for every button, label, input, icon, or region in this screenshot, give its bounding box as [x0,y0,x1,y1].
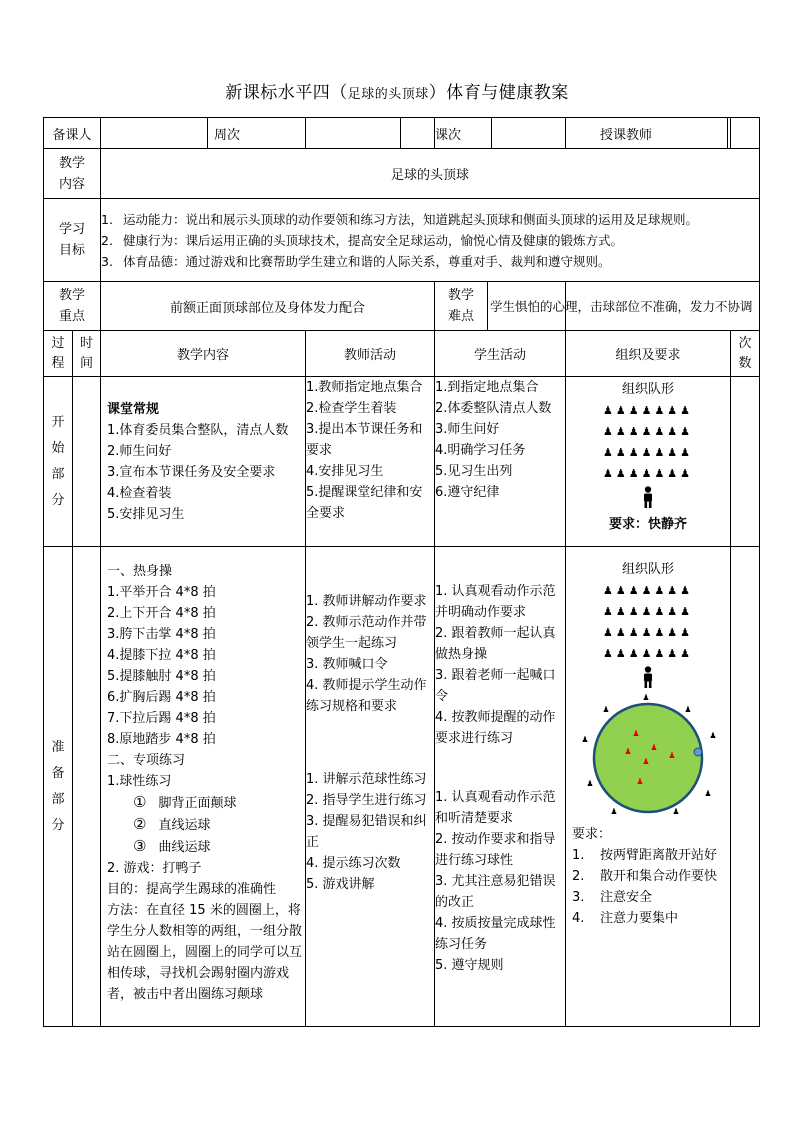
list-item: 4.明确学习任务 [435,443,526,458]
header-middle [101,118,306,149]
list-item: 1. 教师讲解动作要求 [306,594,427,609]
list-item: 4. 教师提示学生动作练习规格和要求 [306,678,427,714]
key-row [44,282,760,331]
list-item: ③ 曲线运球 [133,837,211,855]
content-row [44,149,760,199]
svg-text:♟: ♟ [684,705,692,714]
col-content: 教学内容 [101,331,306,377]
key-label: 教学重点 [44,282,101,331]
svg-text:♟: ♟ [642,693,650,702]
list-item: 5.提膝触肘 4*8 拍 [107,669,216,684]
formation-row: ♟♟♟♟♟♟♟ [603,626,694,639]
list-item: 1.平举开合 4*8 拍 [107,585,216,600]
prep-teacher-value [101,118,208,148]
list-item: 4. 提示练习次数 [306,856,401,871]
formation-row: ♟♟♟♟♟♟♟ [603,446,694,459]
goals-row [44,199,760,282]
col-process: 过程 [44,331,73,377]
list-item: 5. 遵守规则 [435,958,504,973]
teacher-label: 授课教师 [600,118,728,148]
list-item: 4. 按质按量完成球性练习任务 [435,916,556,952]
prep-requirements [566,824,730,929]
goals-list [101,199,760,282]
prep-student [435,547,566,1027]
list-item: 1. 认真观看动作示范并明确动作要求 [435,584,556,620]
svg-text:♟: ♟ [581,735,589,744]
prep-phase: 准备部分 [44,547,73,1027]
start-content [101,377,306,547]
col-time: 时间 [73,331,101,377]
svg-text:♟: ♟ [610,807,618,816]
list-item: 5.见习生出列 [435,464,513,479]
diff-value: 学生惧怕的心理，击球部位不准确，发力不协调 [566,282,760,331]
list-item: 3. 尤其注意易犯错误的改正 [435,874,556,910]
list-item: 5.安排见习生 [107,506,185,522]
lesson-plan-table [43,117,760,1027]
req-item: 1. 按两臂距离散开站好 [572,848,718,863]
key-value: 前额正面顶球部位及身体发力配合 [101,282,435,331]
list-item: 4. 按教师提醒的动作要求进行练习 [435,710,556,746]
svg-text:♟: ♟ [672,807,680,816]
list-item: 2.师生问好 [107,443,172,459]
week-value [306,118,401,148]
game-goal: 目的：提高学生踢球的准确性 [107,882,277,897]
ball-title: 1.球性练习 [107,774,172,789]
org-title: 组织队形 [622,382,675,397]
lesson-value [492,118,565,148]
list-item: 2.检查学生着装 [306,401,397,416]
game-method: 方法：在直径 15 米的圆圈上，将学生分人数相等的两组，一组分散站在圆圈上，圆圈上的同学可以互相传球，寻找机会踢射圈内游戏者，被击中者出圈练习颠球 [107,903,303,1002]
header-row [44,118,760,149]
list-item: 3. 教师喊口令 [306,657,388,672]
list-item: 1. 讲解示范球性练习 [306,772,427,787]
list-item: 3.提出本节课任务和要求 [306,422,423,458]
page-title: 新课标水平四（足球的头顶球）体育与健康教案 [225,83,569,103]
svg-text:♟: ♟ [642,757,650,766]
formation-row: ♟♟♟♟♟♟♟ [603,425,694,438]
start-org [566,377,731,547]
start-time [73,377,101,547]
teacher-figure-icon [566,484,730,510]
req-item: 4. 注意力要集中 [572,911,679,926]
list-item: 1. 认真观看动作示范和听清楚要求 [435,790,556,826]
formation-row: ♟♟♟♟♟♟♟ [603,404,694,417]
list-item: 6.扩胸后踢 4*8 拍 [107,690,216,705]
list-item: 3. 提醒易犯错误和纠正 [306,814,427,850]
list-item: 3.师生问好 [435,422,500,437]
start-count [731,377,760,547]
list-item: 7.下拉后踢 4*8 拍 [107,711,216,726]
svg-text:♟: ♟ [632,729,640,738]
req-title: 要求： [572,827,612,842]
svg-text:♟: ♟ [624,747,632,756]
teacher-value [731,118,760,149]
start-teacher [306,377,435,547]
game-title: 2. 游戏：打鸭子 [107,861,202,876]
formation-row: ♟♟♟♟♟♟♟ [603,467,694,480]
start-phase: 开始部分 [44,377,73,547]
list-item: 6.遵守纪律 [435,485,500,500]
game-field-diagram [568,692,728,818]
list-item: ② 直线运球 [133,815,211,833]
svg-text:♟: ♟ [704,789,712,798]
col-org: 组织及要求 [566,331,731,377]
list-item: 1.教师指定地点集合 [306,380,423,395]
columns-row [44,331,760,377]
goals-label: 学习目标 [44,199,101,282]
header-teacher [566,118,731,149]
header-week-lesson [306,118,435,149]
list-item: 4.安排见习生 [306,464,384,479]
prep-time [73,547,101,1027]
formation-row: ♟♟♟♟♟♟♟ [603,647,694,660]
list-item: 3.胯下击掌 4*8 拍 [107,627,216,642]
formation-row: ♟♟♟♟♟♟♟ [603,605,694,618]
goal-item: 1. 运动能力：说出和展示头顶球的动作要领和练习方法，知道跳起头顶球和侧面头顶球的运用及足球规则。 [101,211,699,227]
list-item: 2. 指导学生进行练习 [306,793,427,808]
teacher-figure-icon [566,664,730,692]
svg-text:♟: ♟ [668,751,676,760]
list-item: 3.宣布本节课任务及安全要求 [107,464,276,480]
req-item: 3. 注意安全 [572,890,653,905]
list-item: 8.原地踏步 4*8 拍 [107,732,216,747]
header-lesson [435,118,566,149]
list-item: ① 脚背正面颠球 [133,793,237,811]
ball-icon [694,748,702,756]
lesson-label: 课次 [435,118,492,148]
warmup-title: 一、热身操 [107,564,173,579]
svg-text:♟: ♟ [650,743,658,752]
list-item: 5. 游戏讲解 [306,877,375,892]
list-item: 2.体委整队清点人数 [435,401,552,416]
svg-text:♟: ♟ [636,777,644,786]
formation-row: ♟♟♟♟♟♟♟ [603,584,694,597]
goal-item: 3. 体育品德：通过游戏和比赛帮助学生建立和谐的人际关系，尊重对手、裁判和遵守规则。 [101,253,611,269]
prep-teacher [306,547,435,1027]
list-item: 1.体育委员集合整队，清点人数 [107,422,289,438]
col-teacher: 教师活动 [306,331,435,377]
list-item: 4.提膝下拉 4*8 拍 [107,648,216,663]
week-label: 周次 [214,127,241,143]
list-item: 2.上下开合 4*8 拍 [107,606,216,621]
list-item: 1.到指定地点集合 [435,380,539,395]
prep-count [731,547,760,1027]
special-title: 二、专项练习 [107,753,186,768]
list-item: 3. 跟着老师一起喊口令 [435,668,556,704]
goal-item: 2. 健康行为：课后运用正确的头顶球技术，提高安全足球运动，愉悦心情及健康的锻炼方式。 [101,232,624,248]
routine-title: 课堂常规 [107,401,160,417]
svg-text:♟: ♟ [709,731,717,740]
content-value: 足球的头顶球 [101,149,760,199]
list-item: 5.提醒课堂纪律和安全要求 [306,485,423,521]
prep-teacher-label: 备课人 [44,118,101,149]
col-count: 次数 [731,331,760,377]
start-student [435,377,566,547]
list-item: 2. 教师示范动作并带领学生一起练习 [306,615,427,651]
svg-text:♟: ♟ [602,705,610,714]
prep-content [101,547,306,1027]
content-label: 教学内容 [44,149,101,199]
svg-text:♟: ♟ [586,779,594,788]
list-item: 2. 按动作要求和指导进行练习球性 [435,832,556,868]
prep-row [44,547,760,1027]
start-row [44,377,760,547]
list-item: 2. 跟着教师一起认真做热身操 [435,626,556,662]
org-title: 组织队形 [622,562,675,577]
prep-org [566,547,731,1027]
org-requirement: 要求：快静齐 [609,517,688,532]
list-item: 4.检查着装 [107,485,172,501]
col-student: 学生活动 [435,331,566,377]
diff-label: 教学难点 [435,282,488,330]
req-item: 2. 散开和集合动作要快 [572,869,718,884]
